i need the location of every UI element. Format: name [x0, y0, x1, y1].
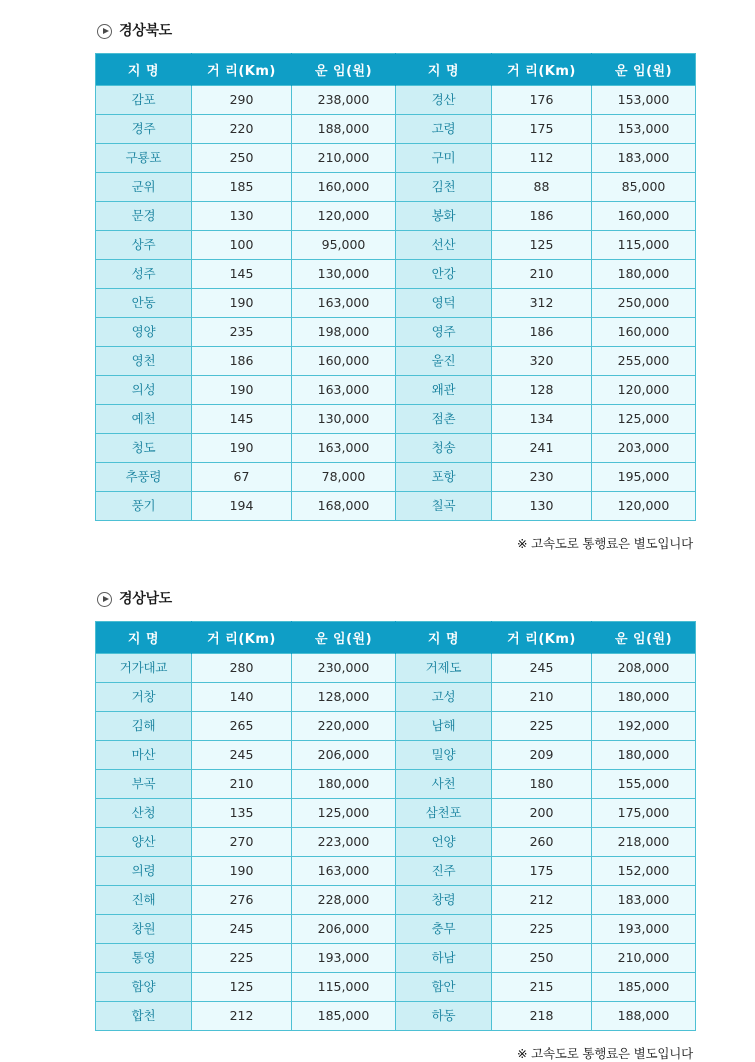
place-name-cell: 의성: [96, 376, 192, 405]
fare-cell: 160,000: [592, 202, 696, 231]
distance-cell: 190: [192, 376, 292, 405]
fare-cell: 160,000: [292, 347, 396, 376]
place-name-cell: 거가대교: [96, 654, 192, 683]
place-name-cell: 창원: [96, 915, 192, 944]
distance-cell: 210: [492, 683, 592, 712]
distance-cell: 225: [492, 712, 592, 741]
fare-cell: 192,000: [592, 712, 696, 741]
distance-cell: 270: [192, 828, 292, 857]
distance-cell: 176: [492, 86, 592, 115]
fare-cell: 120,000: [592, 376, 696, 405]
section-title: 경상북도: [119, 23, 172, 39]
fare-cell: 183,000: [592, 886, 696, 915]
place-name-cell: 언양: [396, 828, 492, 857]
place-name-cell: 청도: [96, 434, 192, 463]
column-header: 운 임(원): [592, 54, 696, 86]
fare-cell: 195,000: [592, 463, 696, 492]
distance-cell: 290: [192, 86, 292, 115]
distance-cell: 186: [192, 347, 292, 376]
fare-cell: 120,000: [592, 492, 696, 521]
place-name-cell: 구룡포: [96, 144, 192, 173]
fare-cell: 153,000: [592, 115, 696, 144]
place-name-cell: 봉화: [396, 202, 492, 231]
place-name-cell: 경주: [96, 115, 192, 144]
table-row: [96, 260, 696, 289]
place-name-cell: 상주: [96, 231, 192, 260]
distance-cell: 130: [492, 492, 592, 521]
fare-cell: 220,000: [292, 712, 396, 741]
fare-cell: 208,000: [592, 654, 696, 683]
place-name-cell: 김해: [96, 712, 192, 741]
table-row: [96, 1002, 696, 1031]
fare-cell: 115,000: [292, 973, 396, 1002]
distance-cell: 185: [192, 173, 292, 202]
distance-cell: 265: [192, 712, 292, 741]
place-name-cell: 거창: [96, 683, 192, 712]
fare-cell: 115,000: [592, 231, 696, 260]
fare-cell: 210,000: [592, 944, 696, 973]
column-header: 운 임(원): [292, 54, 396, 86]
distance-cell: 218: [492, 1002, 592, 1031]
fare-cell: 210,000: [292, 144, 396, 173]
distance-cell: 145: [192, 260, 292, 289]
distance-cell: 186: [492, 318, 592, 347]
distance-cell: 130: [192, 202, 292, 231]
fare-cell: 250,000: [592, 289, 696, 318]
distance-cell: 212: [492, 886, 592, 915]
distance-cell: 320: [492, 347, 592, 376]
fare-cell: 180,000: [592, 260, 696, 289]
fare-cell: 153,000: [592, 86, 696, 115]
column-header: 거 리(Km): [492, 54, 592, 86]
distance-cell: 190: [192, 857, 292, 886]
place-name-cell: 마산: [96, 741, 192, 770]
place-name-cell: 풍기: [96, 492, 192, 521]
place-name-cell: 김천: [396, 173, 492, 202]
distance-cell: 112: [492, 144, 592, 173]
fare-cell: 238,000: [292, 86, 396, 115]
place-name-cell: 함양: [96, 973, 192, 1002]
place-name-cell: 영주: [396, 318, 492, 347]
fare-cell: 230,000: [292, 654, 396, 683]
distance-cell: 134: [492, 405, 592, 434]
place-name-cell: 진주: [396, 857, 492, 886]
distance-cell: 241: [492, 434, 592, 463]
place-name-cell: 추풍령: [96, 463, 192, 492]
fare-cell: 160,000: [592, 318, 696, 347]
fare-cell: 193,000: [292, 944, 396, 973]
fare-cell: 152,000: [592, 857, 696, 886]
table-row: [96, 944, 696, 973]
distance-cell: 88: [492, 173, 592, 202]
table-row: [96, 915, 696, 944]
table-row: [96, 492, 696, 521]
fare-cell: 206,000: [292, 741, 396, 770]
place-name-cell: 군위: [96, 173, 192, 202]
table-row: [96, 231, 696, 260]
distance-cell: 125: [192, 973, 292, 1002]
place-name-cell: 의령: [96, 857, 192, 886]
distance-cell: 276: [192, 886, 292, 915]
fare-section: [95, 18, 705, 552]
distance-cell: 245: [192, 741, 292, 770]
distance-cell: 212: [192, 1002, 292, 1031]
distance-cell: 67: [192, 463, 292, 492]
place-name-cell: 삼천포: [396, 799, 492, 828]
distance-cell: 194: [192, 492, 292, 521]
play-circle-icon: [97, 592, 112, 607]
distance-cell: 209: [492, 741, 592, 770]
fare-cell: 163,000: [292, 434, 396, 463]
place-name-cell: 포항: [396, 463, 492, 492]
distance-cell: 215: [492, 973, 592, 1002]
distance-cell: 175: [492, 857, 592, 886]
table-row: [96, 886, 696, 915]
distance-cell: 250: [492, 944, 592, 973]
column-header: 지 명: [396, 54, 492, 86]
column-header: 운 임(원): [292, 622, 396, 654]
distance-cell: 180: [492, 770, 592, 799]
column-header: 지 명: [396, 622, 492, 654]
place-name-cell: 예천: [96, 405, 192, 434]
place-name-cell: 경산: [396, 86, 492, 115]
fare-cell: 78,000: [292, 463, 396, 492]
place-name-cell: 성주: [96, 260, 192, 289]
distance-cell: 210: [192, 770, 292, 799]
fare-cell: 218,000: [592, 828, 696, 857]
fare-section: [95, 586, 705, 1062]
table-row: [96, 86, 696, 115]
place-name-cell: 고령: [396, 115, 492, 144]
column-header: 지 명: [96, 622, 192, 654]
fare-cell: 125,000: [592, 405, 696, 434]
fare-cell: 228,000: [292, 886, 396, 915]
distance-cell: 128: [492, 376, 592, 405]
table-row: [96, 115, 696, 144]
distance-cell: 140: [192, 683, 292, 712]
table-row: [96, 770, 696, 799]
place-name-cell: 구미: [396, 144, 492, 173]
table-row: [96, 973, 696, 1002]
fare-cell: 193,000: [592, 915, 696, 944]
fare-cell: 185,000: [292, 1002, 396, 1031]
fare-cell: 180,000: [592, 741, 696, 770]
table-header-row: [96, 622, 696, 654]
place-name-cell: 함안: [396, 973, 492, 1002]
column-header: 지 명: [96, 54, 192, 86]
place-name-cell: 왜관: [396, 376, 492, 405]
section-heading: [97, 586, 705, 612]
column-header: 거 리(Km): [192, 54, 292, 86]
place-name-cell: 거제도: [396, 654, 492, 683]
section-heading: [97, 18, 705, 44]
table-row: [96, 828, 696, 857]
table-row: [96, 463, 696, 492]
fare-table: [95, 621, 696, 1031]
table-row: [96, 405, 696, 434]
place-name-cell: 선산: [396, 231, 492, 260]
distance-cell: 145: [192, 405, 292, 434]
place-name-cell: 안동: [96, 289, 192, 318]
fare-cell: 206,000: [292, 915, 396, 944]
fare-cell: 203,000: [592, 434, 696, 463]
place-name-cell: 안강: [396, 260, 492, 289]
table-row: [96, 712, 696, 741]
table-header-row: [96, 54, 696, 86]
distance-cell: 235: [192, 318, 292, 347]
fare-cell: 175,000: [592, 799, 696, 828]
table-row: [96, 376, 696, 405]
place-name-cell: 사천: [396, 770, 492, 799]
table-row: [96, 434, 696, 463]
place-name-cell: 합천: [96, 1002, 192, 1031]
fare-table: [95, 53, 696, 521]
table-row: [96, 347, 696, 376]
place-name-cell: 부곡: [96, 770, 192, 799]
table-row: [96, 202, 696, 231]
table-row: [96, 683, 696, 712]
distance-cell: 100: [192, 231, 292, 260]
fare-cell: 188,000: [592, 1002, 696, 1031]
distance-cell: 210: [492, 260, 592, 289]
section-title: 경상남도: [119, 591, 172, 607]
fare-cell: 163,000: [292, 376, 396, 405]
fare-cell: 120,000: [292, 202, 396, 231]
place-name-cell: 통영: [96, 944, 192, 973]
place-name-cell: 남해: [396, 712, 492, 741]
table-row: [96, 318, 696, 347]
place-name-cell: 창령: [396, 886, 492, 915]
fare-cell: 128,000: [292, 683, 396, 712]
place-name-cell: 칠곡: [396, 492, 492, 521]
place-name-cell: 산청: [96, 799, 192, 828]
distance-cell: 250: [192, 144, 292, 173]
fare-cell: 183,000: [592, 144, 696, 173]
distance-cell: 312: [492, 289, 592, 318]
fare-cell: 255,000: [592, 347, 696, 376]
distance-cell: 245: [192, 915, 292, 944]
fare-cell: 198,000: [292, 318, 396, 347]
distance-cell: 125: [492, 231, 592, 260]
table-row: [96, 799, 696, 828]
place-name-cell: 울진: [396, 347, 492, 376]
fare-cell: 130,000: [292, 405, 396, 434]
distance-cell: 225: [192, 944, 292, 973]
table-row: [96, 144, 696, 173]
fare-cell: 223,000: [292, 828, 396, 857]
fare-cell: 130,000: [292, 260, 396, 289]
table-row: [96, 173, 696, 202]
distance-cell: 190: [192, 289, 292, 318]
distance-cell: 230: [492, 463, 592, 492]
place-name-cell: 감포: [96, 86, 192, 115]
distance-cell: 200: [492, 799, 592, 828]
distance-cell: 135: [192, 799, 292, 828]
distance-cell: 220: [192, 115, 292, 144]
table-row: [96, 289, 696, 318]
place-name-cell: 청송: [396, 434, 492, 463]
column-header: 거 리(Km): [192, 622, 292, 654]
play-circle-icon: [97, 24, 112, 39]
fare-cell: 163,000: [292, 857, 396, 886]
place-name-cell: 영양: [96, 318, 192, 347]
sections-container: [95, 18, 705, 1062]
place-name-cell: 양산: [96, 828, 192, 857]
fare-cell: 168,000: [292, 492, 396, 521]
column-header: 운 임(원): [592, 622, 696, 654]
table-row: [96, 741, 696, 770]
table-row: [96, 857, 696, 886]
distance-cell: 175: [492, 115, 592, 144]
distance-cell: 190: [192, 434, 292, 463]
place-name-cell: 문경: [96, 202, 192, 231]
fare-cell: 155,000: [592, 770, 696, 799]
place-name-cell: 영천: [96, 347, 192, 376]
fare-cell: 125,000: [292, 799, 396, 828]
fare-cell: 160,000: [292, 173, 396, 202]
fare-cell: 180,000: [592, 683, 696, 712]
distance-cell: 225: [492, 915, 592, 944]
fare-cell: 163,000: [292, 289, 396, 318]
distance-cell: 186: [492, 202, 592, 231]
table-row: [96, 654, 696, 683]
distance-cell: 245: [492, 654, 592, 683]
fare-cell: 95,000: [292, 231, 396, 260]
fare-cell: 180,000: [292, 770, 396, 799]
place-name-cell: 점촌: [396, 405, 492, 434]
fare-cell: 85,000: [592, 173, 696, 202]
column-header: 거 리(Km): [492, 622, 592, 654]
place-name-cell: 밀양: [396, 741, 492, 770]
place-name-cell: 충무: [396, 915, 492, 944]
place-name-cell: 진해: [96, 886, 192, 915]
place-name-cell: 하동: [396, 1002, 492, 1031]
distance-cell: 260: [492, 828, 592, 857]
distance-cell: 280: [192, 654, 292, 683]
toll-note: ※ 고속도로 통행료은 별도입니다: [517, 536, 693, 551]
fare-cell: 185,000: [592, 973, 696, 1002]
place-name-cell: 고성: [396, 683, 492, 712]
place-name-cell: 하남: [396, 944, 492, 973]
fare-cell: 188,000: [292, 115, 396, 144]
place-name-cell: 영덕: [396, 289, 492, 318]
toll-note: ※ 고속도로 통행료은 별도입니다: [517, 1046, 693, 1061]
